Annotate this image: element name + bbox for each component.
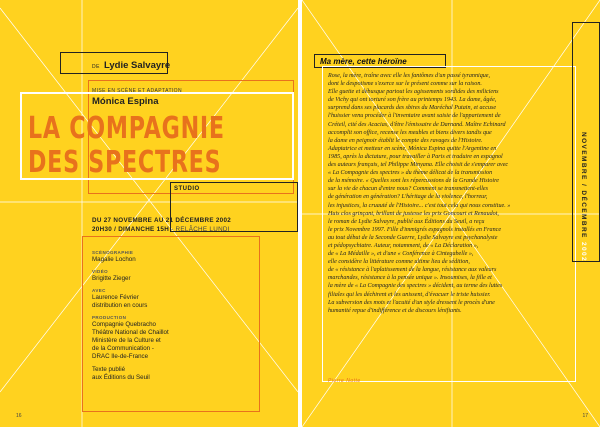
section-title: Ma mère, cette héroïne xyxy=(320,57,407,66)
body-line: de « La Médaille », et d'une « Conférence à Cintegabelle », xyxy=(328,251,474,258)
body-line: les injustices, la cruauté de l'Histoire... c'est tout cela qui nous constitue. » xyxy=(328,202,511,209)
left-page xyxy=(0,0,298,427)
body-line: l'huissier venu procéder à l'inventaire avant saisie de l'appartement de xyxy=(328,113,501,120)
body-line: dont le despotisme s'exerce sur le présent comme sur la raison. xyxy=(328,81,482,88)
staging-label: MISE EN SCÈNE ET ADAPTATION xyxy=(92,88,182,94)
author-name: Lydie Salvayre xyxy=(103,60,171,71)
credit-value: Théâtre National de Chaillot xyxy=(92,329,169,336)
page-number-right: 17 xyxy=(582,413,588,419)
performance-dates xyxy=(92,216,231,234)
body-line: et pédopsychiatre. Auteur, notamment, de « La Déclaration », xyxy=(328,242,479,249)
body-line: Elle guette et débusque partout les agissements sordides des miliciens xyxy=(328,89,499,96)
credit-item xyxy=(92,315,242,361)
credit-label: PRODUCTION xyxy=(92,315,127,320)
body-line: Créteil, cité des Acacias, d'être l'émissaire de Darnand. Maître Echinard xyxy=(328,121,506,128)
body-line: humanité repue d'indifférence et de discours lénifiants. xyxy=(328,307,462,314)
author-line xyxy=(92,60,170,71)
right-page xyxy=(302,0,600,427)
article-body xyxy=(328,72,568,315)
body-line: de « résistance à l'aplatissement de la langue, résistance aux valeurs xyxy=(328,267,497,274)
body-line: des auteurs français, tel Philippe Minyana. Elle choisit de s'emparer avec xyxy=(328,162,509,169)
director-name: Mónica Espina xyxy=(92,96,159,107)
body-line: filiales qui les déchirent et les unissent, d'évacuer le triste huissier. xyxy=(328,291,491,298)
body-line: Rose, la mère, traîne avec elle les fantômes d'un passé tyrannique, xyxy=(328,73,491,79)
credit-label: AVEC xyxy=(92,288,106,293)
side-months: NOVEMBRE / DÉCEMBRE xyxy=(580,132,587,242)
credit-item xyxy=(92,250,242,264)
body-line: au tout début de la Seconde Guerre, Lydie Salvayre est psychanalyste xyxy=(328,234,498,241)
page-number-left: 16 xyxy=(16,413,22,419)
body-line: marchandes, résistance à la pensée unique ». Insoumises, la fille et xyxy=(328,275,492,282)
body-line: La subversion des mots et l'acuité d'un style dressent le procès d'une xyxy=(328,299,495,306)
signature: Pierre Notte xyxy=(328,378,361,384)
credit-value: DRAC Ile-de-France xyxy=(92,353,149,360)
side-year: 2002 xyxy=(580,241,587,263)
body-line: sur la vie de chacun d'entre nous? Comment se transmettent-elles xyxy=(328,186,488,193)
credit-value: Texte publié xyxy=(92,366,126,373)
body-line: accomplit son office, recense les meubles et biens divers tandis que xyxy=(328,129,492,136)
body-line: « La Compagnie des spectres » du thème délicat de la transmission xyxy=(328,170,493,177)
body-line: le prix Novembre 1997. Fille d'immigrés espagnols installés en France xyxy=(328,226,502,233)
dates-line-2-wrap xyxy=(92,225,231,234)
side-date-label xyxy=(580,132,587,262)
body-line: la mère de « La Compagnie des spectres » décident, au terme des luttes xyxy=(328,283,503,290)
venue-label: STUDIO xyxy=(174,186,200,192)
play-title-line-2: DES SPECTRES xyxy=(28,145,222,180)
author-prefix: DE xyxy=(92,64,100,70)
relache: - RELÂCHE LUNDI xyxy=(169,226,230,233)
credit-value: Magalie Lochon xyxy=(92,256,136,263)
credit-value: Laurence Février xyxy=(92,294,139,301)
body-line: de génération en génération? L'héritage de la violence, l'horreur, xyxy=(328,194,488,201)
credit-item xyxy=(92,366,242,382)
credit-value: Compagnie Quebracho xyxy=(92,321,156,328)
body-line: Adaptatrice et metteur en scène, Mónica Espina quitte l'Argentine en xyxy=(328,145,497,152)
body-line: Huis clos grinçant, brillant de justesse les prix Goncourt et Renaudot, xyxy=(328,210,499,217)
credit-value: Brigitte Zieger xyxy=(92,275,131,282)
play-title-line-1: LA COMPAGNIE xyxy=(28,111,225,146)
dates-line-2: 20H30 / DIMANCHE 15H xyxy=(92,226,170,233)
credit-value: Ministère de la Culture et xyxy=(92,337,161,344)
credits-list xyxy=(92,250,242,387)
dates-line-1: DU 27 NOVEMBRE AU 21 DÉCEMBRE 2002 xyxy=(92,217,232,224)
credit-item xyxy=(92,269,242,283)
credit-label: SCÉNOGRAPHIE xyxy=(92,250,134,255)
credit-value: aux Éditions du Seuil xyxy=(92,374,150,381)
credit-item xyxy=(92,288,242,310)
body-line: la dame en peignoir établit le compte des ravages de l'Histoire. xyxy=(328,137,483,144)
body-line: surprend dans ses placards des sbires du Maréchal Putain, et accuse xyxy=(328,105,497,112)
credit-value: de la Communication - xyxy=(92,345,154,352)
body-line: de Vichy qui ont torturé son frère au printemps 1943. La dame, âgée, xyxy=(328,97,497,104)
body-line: elle considère la littérature comme ultime lieu de sédition, xyxy=(328,259,470,266)
credit-label: VIDÉO xyxy=(92,269,109,274)
credit-value: distribution en cours xyxy=(92,302,148,309)
play-title xyxy=(28,112,225,180)
body-line: de la mémoire. « Quelles sont les répercussions de la Grande Histoire xyxy=(328,178,499,185)
body-line: 1985, après la dictature, pour travailler à Paris et traduire en espagnol xyxy=(328,153,503,160)
body-line: le roman de Lydie Salvayre, publié aux Éditions du Seuil, a reçu xyxy=(328,218,485,225)
